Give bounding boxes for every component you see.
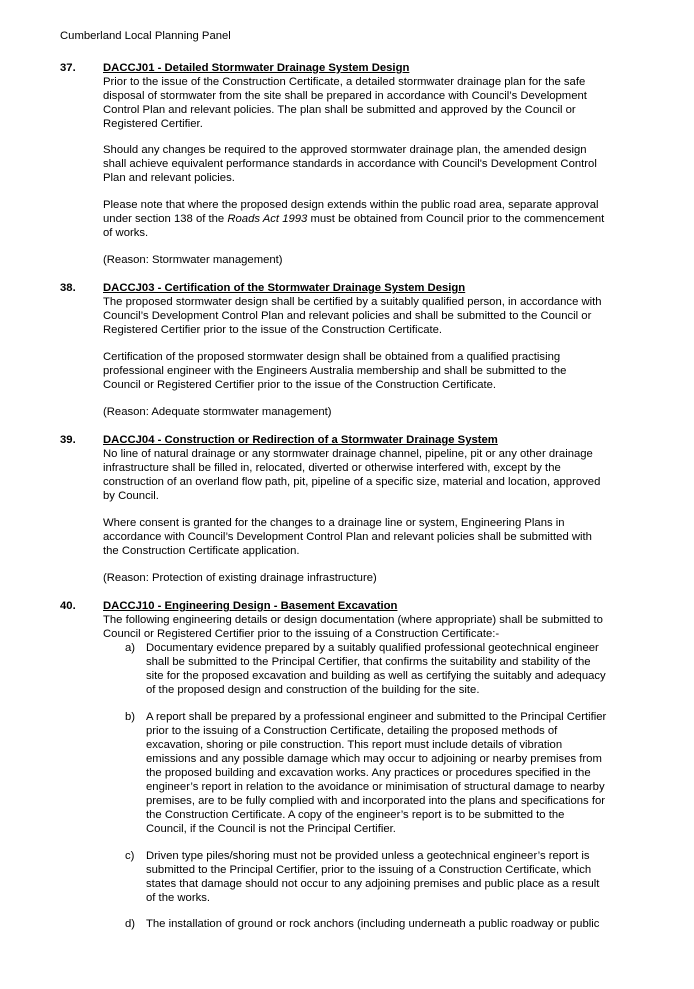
text-line: No line of natural drainage or any stormwater drainage channel, pipeline, pit or any other drainage — [103, 448, 593, 460]
text-line: Please note that where the proposed design extends within the public road area, separate approval — [103, 199, 599, 211]
list-item-line: Driven type piles/shoring must not be provided unless a geotechnical engineer’s report is — [146, 850, 590, 862]
list-item-line: Documentary evidence prepared by a suitably qualified professional geotechnical engineer — [146, 642, 599, 654]
text-line: of works. — [103, 227, 149, 239]
condition-title: DACCJ04 - Construction or Redirection of a Stormwater Drainage System — [103, 434, 498, 446]
text-line: Plan and relevant policies. — [103, 172, 235, 184]
list-item-line: the proposed building and excavation works. Any practices or procedures specified in the — [146, 767, 591, 779]
text-line: Registered Certifier. — [103, 118, 203, 130]
condition-number: 40. — [60, 600, 76, 612]
list-item-line: engineer’s report in relation to the avoidance or minimisation of structural damage to nearby — [146, 781, 605, 793]
condition-number: 39. — [60, 434, 76, 446]
act-name: Roads Act 1993 — [227, 213, 308, 225]
text-line: the Construction Certificate application. — [103, 545, 300, 557]
text-line: Control Plan and relevant policies. The plan shall be submitted and approved by the Council or — [103, 104, 576, 116]
list-label: c) — [125, 850, 135, 862]
text-line: Where consent is granted for the changes to a drainage line or system, Engineering Plans in — [103, 517, 565, 529]
list-item-line: emissions and any possible damage which may occur to adjoining or nearby premises from — [146, 753, 602, 765]
reason-line: (Reason: Protection of existing drainage infrastructure) — [103, 572, 377, 584]
text-line: Council or Registered Certifier prior to the issue of the Construction Certificate. — [103, 379, 497, 391]
list-label: b) — [125, 711, 136, 723]
list-item-line: of the works. — [146, 892, 211, 904]
text-line: Council or Registered Certifier prior to the issuing of a Construction Certificate:- — [103, 628, 500, 640]
list-item-line: premises, are to be fully complied with and incorporated into the plans and specifications for — [146, 795, 606, 807]
text-line: Should any changes be required to the approved stormwater drainage plan, the amended design — [103, 144, 587, 156]
text-line: shall achieve equivalent performance standards in accordance with Council's Development Control — [103, 158, 597, 170]
text-line: Certification of the proposed stormwater design shall be obtained from a qualified practising — [103, 351, 561, 363]
list-item-line: of the proposed design and construction of the building for the site. — [146, 684, 480, 696]
reason-line: (Reason: Stormwater management) — [103, 254, 283, 266]
text-line: Council’s Development Control Plan and relevant policies and shall be submitted to the Council or — [103, 310, 592, 322]
reason-line: (Reason: Adequate stormwater management) — [103, 406, 332, 418]
condition-title: DACCJ10 - Engineering Design - Basement Excavation — [103, 600, 398, 612]
list-label: d) — [125, 918, 136, 930]
condition-number: 38. — [60, 282, 76, 294]
text-line: Prior to the issue of the Construction Certificate, a detailed stormwater drainage plan for the safe — [103, 76, 586, 88]
list-item-line: excavation, shoring or pile construction. This report must include details of vibration — [146, 739, 563, 751]
list-item-line: site for the proposed excavation and building as well as certifying the suitably and adequacy — [146, 670, 606, 682]
text-line: by Council. — [103, 490, 159, 502]
list-item-line: the Construction Certificate. A copy of the engineer’s report is to be submitted to the — [146, 809, 565, 821]
text-line: construction of an overland flow path, pit, pipeline of a specific size, material and location, approved — [103, 476, 601, 488]
list-item-line: shall be submitted to the Principal Certifier, that confirms the suitability and stability of the — [146, 656, 591, 668]
text-line: professional engineer with the Engineers Australia membership and shall be submitted to the — [103, 365, 567, 377]
list-item-line: A report shall be prepared by a professional engineer and submitted to the Principal Certifier — [146, 711, 607, 723]
text-line-roads-act: under section 138 of the Roads Act 1993 must be obtained from Council prior to the commencement — [103, 213, 605, 225]
condition-title: DACCJ03 - Certification of the Stormwater Drainage System Design — [103, 282, 466, 294]
text-line: The following engineering details or design documentation (where appropriate) shall be submitted to — [103, 614, 603, 626]
condition-number: 37. — [60, 62, 76, 74]
text-line: disposal of stormwater from the site shall be prepared in accordance with Council’s Development — [103, 90, 587, 102]
text-line: accordance with Council’s Development Control Plan and relevant policies shall be submitted with — [103, 531, 592, 543]
list-item-line: Council, if the Council is not the Principal Certifier. — [146, 823, 396, 835]
list-item-line: states that damage should not occur to any adjoining premises and public place as a result — [146, 878, 600, 890]
list-item-line: prior to the issuing of a Construction Certificate, detailing the proposed methods of — [146, 725, 558, 737]
text-line: The proposed stormwater design shall be certified by a suitably qualified person, in accordance with — [103, 296, 602, 308]
list-label: a) — [125, 642, 136, 654]
text-line: infrastructure shall be filled in, relocated, diverted or otherwise interfered with, except by the — [103, 462, 561, 474]
page-header: Cumberland Local Planning Panel — [60, 30, 231, 42]
list-item-line: The installation of ground or rock anchors (including underneath a public roadway or public — [146, 918, 600, 930]
list-item-line: submitted to the Principal Certifier, prior to the issuing of a Construction Certificate, which — [146, 864, 592, 876]
text-line: Registered Certifier prior to the issue of the Construction Certificate. — [103, 324, 443, 336]
condition-title: DACCJ01 - Detailed Stormwater Drainage System Design — [103, 62, 410, 74]
